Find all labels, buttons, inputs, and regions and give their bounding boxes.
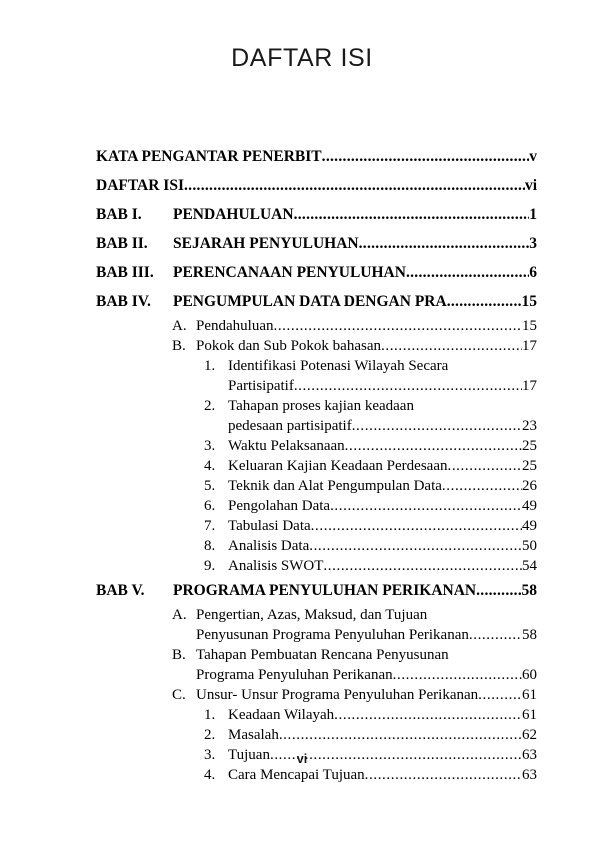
toc-entry-bab-5[interactable] (96, 576, 537, 605)
toc-entry-label: Pengertian, Azas, Maksud, dan Tujuan (196, 607, 428, 623)
toc-entry-bab-4-b-3[interactable] (204, 436, 537, 456)
toc-dot-leader (294, 376, 522, 396)
toc-entry-bab-5-b[interactable] (172, 645, 537, 665)
toc-entry-label-continued: Partisipatif (228, 378, 294, 394)
toc-dot-leader (345, 436, 522, 456)
toc-entry-label: Keadaan Wilayah (228, 707, 335, 723)
toc-dot-leader (309, 536, 522, 556)
toc-entry-bab-4-b-4[interactable] (204, 456, 537, 476)
toc-entry-label: PERENCANAAN PENYULUHAN (173, 264, 406, 281)
toc-entry-bab-4-b-6[interactable] (204, 496, 537, 516)
toc-entry-marker: 1. (204, 707, 216, 723)
toc-entry-label: SEJARAH PENYULUHAN (173, 235, 359, 252)
toc-entry-label: PROGRAMA PENYULUHAN PERIKANAN (173, 582, 477, 599)
toc-entry-marker: 9. (204, 558, 216, 574)
toc-dot-leader (442, 476, 522, 496)
toc-dot-leader (279, 725, 522, 745)
toc-entry-marker: A. (172, 318, 187, 334)
toc-dot-leader (322, 142, 530, 171)
toc-entry-label: Pokok dan Sub Pokok bahasan (196, 338, 381, 354)
toc-page-number: 58 (521, 582, 537, 599)
toc-page-number: 17 (522, 338, 537, 354)
toc-entry-label: Tahapan proses kajian keadaan (228, 398, 414, 414)
toc-entry-marker: 1. (204, 358, 216, 374)
toc-entry-bab-5-b-cont[interactable] (172, 665, 537, 685)
toc-entry-bab-5-c-1[interactable] (204, 705, 537, 725)
toc-entry-marker: A. (172, 607, 187, 623)
toc-dot-leader (447, 456, 522, 476)
toc-page-number: 15 (522, 318, 537, 334)
toc-page-number: 26 (522, 478, 537, 494)
toc-page-number: 63 (522, 767, 537, 783)
toc-dot-leader (334, 705, 522, 725)
toc-entry-bab-5-a[interactable] (172, 605, 537, 625)
toc-entry-bab-4-b-2[interactable] (204, 396, 537, 416)
toc-entry-bab-1[interactable] (96, 200, 537, 229)
toc-dot-leader (447, 287, 522, 316)
toc-entry-label: Identifikasi Potenasi Wilayah Secara (228, 358, 449, 374)
toc-dot-leader (294, 200, 530, 229)
toc-page-number: 1 (529, 206, 537, 223)
toc-page-number: v (529, 148, 537, 165)
toc-entry-marker: 3. (204, 438, 216, 454)
toc-page-number: 50 (522, 538, 537, 554)
toc-dot-leader (478, 685, 522, 705)
toc-entry-label-continued: Programa Penyuluhan Perikanan (196, 667, 393, 683)
toc-page-number: 58 (522, 627, 537, 643)
toc-entry-marker: 2. (204, 398, 216, 414)
toc-entry-bab-5-c[interactable] (172, 685, 537, 705)
toc-page-number: 49 (522, 518, 537, 534)
toc-page-number: 49 (522, 498, 537, 514)
toc-entry-label: Tujuan (228, 747, 270, 763)
toc-page-number: 6 (529, 264, 537, 281)
toc-entry-marker: 8. (204, 538, 216, 554)
toc-entry-marker: 4. (204, 767, 216, 783)
toc-entry-daftar-isi[interactable] (96, 171, 537, 200)
toc-entry-marker: 3. (204, 747, 216, 763)
toc-entry-bab-4-b-9[interactable] (204, 556, 537, 576)
toc-entry-label-continued: pedesaan partisipatif (228, 418, 352, 434)
toc-dot-leader (406, 258, 529, 287)
toc-entry-label: Pengolahan Data (228, 498, 331, 514)
toc-entry-marker: BAB IV. (96, 293, 151, 310)
toc-dot-leader (476, 576, 521, 605)
toc-page-number: 25 (522, 458, 537, 474)
toc-page-number: 62 (522, 727, 537, 743)
toc-page-number: 61 (522, 707, 537, 723)
toc-dot-leader (311, 516, 522, 536)
toc-entry-label: KATA PENGANTAR PENERBIT (96, 148, 322, 165)
toc-entry-kata-pengantar-penerbit[interactable] (96, 142, 537, 171)
toc-entry-marker: BAB II. (96, 235, 148, 252)
toc-entry-marker: BAB III. (96, 264, 154, 281)
toc-entry-label: Tabulasi Data (228, 518, 311, 534)
toc-page-number: 54 (522, 558, 537, 574)
toc-entry-marker: 6. (204, 498, 216, 514)
toc-page-number: 25 (522, 438, 537, 454)
toc-page-number: 23 (522, 418, 537, 434)
toc-entry-bab-4-b-1-cont[interactable] (204, 376, 537, 396)
toc-entry-label: Analisis SWOT (228, 558, 324, 574)
toc-entry-marker: BAB I. (96, 206, 142, 223)
toc-entry-label: Pendahuluan (196, 318, 274, 334)
toc-page-number: 61 (522, 687, 537, 703)
toc-entry-bab-4-b-5[interactable] (204, 476, 537, 496)
toc-entry-bab-4-b-8[interactable] (204, 536, 537, 556)
toc-entry-label: Tahapan Pembuatan Rencana Penyusunan (196, 647, 449, 663)
toc-dot-leader (381, 336, 522, 356)
toc-entry-label: Masalah (228, 727, 279, 743)
toc-page-number: 63 (522, 747, 537, 763)
toc-entry-label: PENDAHULUAN (173, 206, 294, 223)
toc-entry-marker: 5. (204, 478, 216, 494)
toc-dot-leader (323, 556, 522, 576)
toc-entry-label: PENGUMPULAN DATA DENGAN PRA (173, 293, 447, 310)
page-number-footer: vi (296, 752, 308, 766)
toc-entry-marker: 7. (204, 518, 216, 534)
toc-entry-bab-4-b-1[interactable] (204, 356, 537, 376)
toc-entry-bab-3[interactable] (96, 258, 537, 287)
toc-entry-marker: 2. (204, 727, 216, 743)
toc-dot-leader (330, 496, 522, 516)
toc-dot-leader (365, 765, 522, 785)
toc-entry-marker: B. (172, 647, 186, 663)
toc-entry-bab-4-b-7[interactable] (204, 516, 537, 536)
toc-entry-marker: BAB V. (96, 582, 145, 599)
toc-entry-bab-5-c-4[interactable] (204, 765, 537, 785)
toc-entry-label: Cara Mencapai Tujuan (228, 767, 365, 783)
toc-entry-bab-4-b[interactable] (172, 336, 537, 356)
toc-entry-bab-4-a[interactable] (172, 316, 537, 336)
toc-entry-label: Waktu Pelaksanaan (228, 438, 345, 454)
toc-entry-bab-5-c-2[interactable] (204, 725, 537, 745)
toc-dot-leader (359, 229, 530, 258)
toc-page-number: vi (524, 177, 537, 194)
toc-dot-leader (469, 625, 522, 645)
table-of-contents (96, 142, 537, 785)
toc-dot-leader (184, 171, 525, 200)
toc-entry-bab-4[interactable] (96, 287, 537, 316)
toc-entry-label: Teknik dan Alat Pengumpulan Data (228, 478, 442, 494)
toc-entry-label: Keluaran Kajian Keadaan Perdesaan (228, 458, 448, 474)
toc-page-number: 3 (529, 235, 537, 252)
toc-entry-bab-4-b-2-cont[interactable] (204, 416, 537, 436)
toc-entry-label-continued: Penyusunan Programa Penyuluhan Perikanan (196, 627, 469, 643)
toc-dot-leader (273, 316, 522, 336)
toc-dot-leader (393, 665, 522, 685)
toc-entry-bab-2[interactable] (96, 229, 537, 258)
toc-entry-label: Analisis Data (228, 538, 310, 554)
toc-dot-leader (352, 416, 522, 436)
toc-entry-label: DAFTAR ISI (96, 177, 184, 194)
toc-entry-marker: B. (172, 338, 186, 354)
toc-page-number: 60 (522, 667, 537, 683)
toc-page-number: 15 (521, 293, 537, 310)
toc-entry-bab-5-a-cont[interactable] (172, 625, 537, 645)
page-title: DAFTAR ISI (231, 44, 373, 72)
toc-entry-label: Unsur- Unsur Programa Penyuluhan Perikanan (196, 687, 479, 703)
toc-page-number: 17 (522, 378, 537, 394)
toc-entry-marker: C. (172, 687, 186, 703)
toc-entry-marker: 4. (204, 458, 216, 474)
